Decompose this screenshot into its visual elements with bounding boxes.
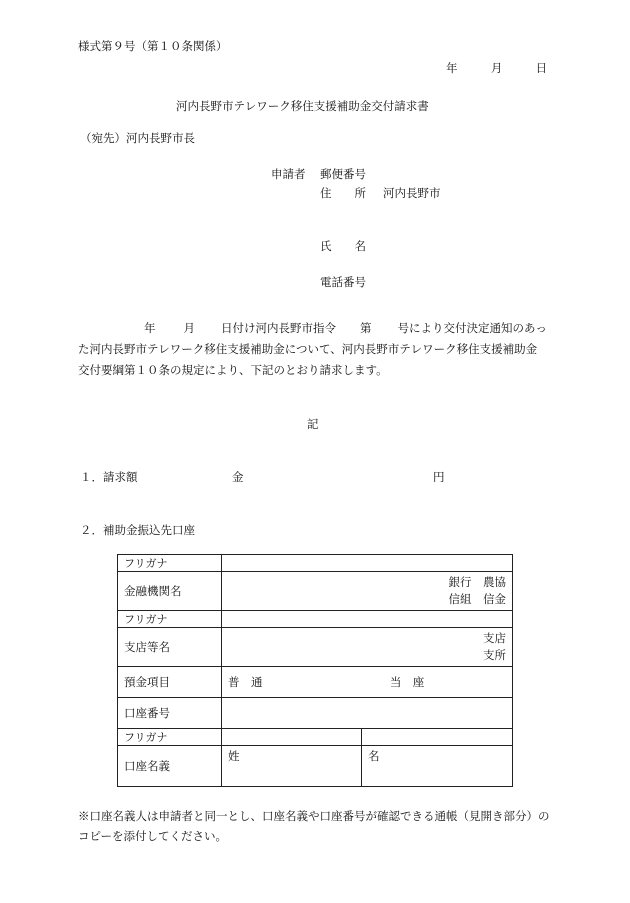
deposit-current-option[interactable]: 当 座: [389, 675, 425, 689]
deposit-type-label: 預金項目: [118, 667, 222, 698]
bank-furigana-field[interactable]: [222, 555, 513, 572]
holder-surname-field[interactable]: [222, 746, 362, 787]
deposit-ordinary-option[interactable]: 普 通: [228, 675, 263, 689]
table-row: [118, 729, 513, 746]
body-main-text: 号により交付決定通知のあった河内長野市テレワーク移住支援補助金について、河内長野市テレワーク移住支援補助金交付要綱第１０条の規定により、下記のとおり請求します。: [78, 321, 547, 377]
body-year: 年: [144, 321, 156, 335]
date-line: [446, 60, 547, 76]
table-row: [118, 611, 513, 628]
table-row: [118, 572, 513, 611]
request-body-text: [78, 318, 548, 381]
amount-yen: 円: [433, 470, 445, 484]
addressee: （宛先）河内長野市長: [80, 131, 195, 145]
body-date-suffix: 日付け河内長野市指令: [221, 321, 336, 335]
branch-name-label: 支店等名: [118, 628, 222, 667]
table-row: [118, 628, 513, 667]
amount-kin: 金: [232, 470, 244, 484]
item2-label: ２．補助金振込先口座: [80, 523, 195, 537]
item1-label: １．請求額: [80, 470, 138, 484]
date-month: 月: [490, 61, 503, 75]
table-row: [118, 698, 513, 729]
document-title: 河内長野市テレワーク移住支援補助金交付請求書: [176, 99, 429, 113]
given-name-label: 名: [368, 749, 380, 763]
bank-types-line1: 銀行 農協: [448, 575, 506, 589]
table-row: [118, 555, 513, 572]
address-value: 河内長野市: [383, 186, 441, 200]
account-number-field[interactable]: [222, 698, 513, 729]
phone-label: 電話番号: [320, 275, 366, 289]
branch-type-line1: 支店: [483, 631, 506, 645]
ki-heading: 記: [307, 417, 319, 431]
bank-name-field[interactable]: [222, 572, 513, 611]
bank-furigana-label: フリガナ: [118, 555, 222, 572]
branch-furigana-field[interactable]: [222, 611, 513, 628]
branch-name-field[interactable]: [222, 628, 513, 667]
form-number: 様式第９号（第１０条関係）: [78, 39, 228, 53]
holder-given-name-field[interactable]: [362, 746, 513, 787]
body-dai: 第: [360, 321, 372, 335]
date-day: 日: [535, 61, 548, 75]
holder-given-furigana-field[interactable]: [362, 729, 513, 746]
account-note: ※口座名義人は申請者と同一とし、口座名義や口座番号が確認できる通帳（見開き部分）のコピーを添付してください。: [78, 809, 550, 843]
surname-label: 姓: [228, 749, 240, 763]
account-number-label: 口座番号: [118, 698, 222, 729]
holder-surname-furigana-field[interactable]: [222, 729, 362, 746]
name-label: 氏 名: [320, 239, 366, 253]
address-label: 住 所: [320, 186, 366, 200]
branch-furigana-label: フリガナ: [118, 611, 222, 628]
applicant-label: 申請者: [271, 167, 306, 181]
holder-furigana-label: フリガナ: [118, 729, 222, 746]
deposit-type-field[interactable]: [222, 667, 513, 698]
postal-code-label: 郵便番号: [320, 167, 366, 181]
body-month: 月: [183, 321, 195, 335]
account-holder-label: 口座名義: [118, 746, 222, 787]
date-year: 年: [446, 61, 458, 75]
bank-account-table: [117, 554, 513, 787]
branch-type-line2: 支所: [483, 648, 506, 662]
bank-types-line2: 信組 信金: [448, 592, 506, 606]
table-row: [118, 746, 513, 787]
bank-name-label: 金融機関名: [118, 572, 222, 611]
table-row: [118, 667, 513, 698]
